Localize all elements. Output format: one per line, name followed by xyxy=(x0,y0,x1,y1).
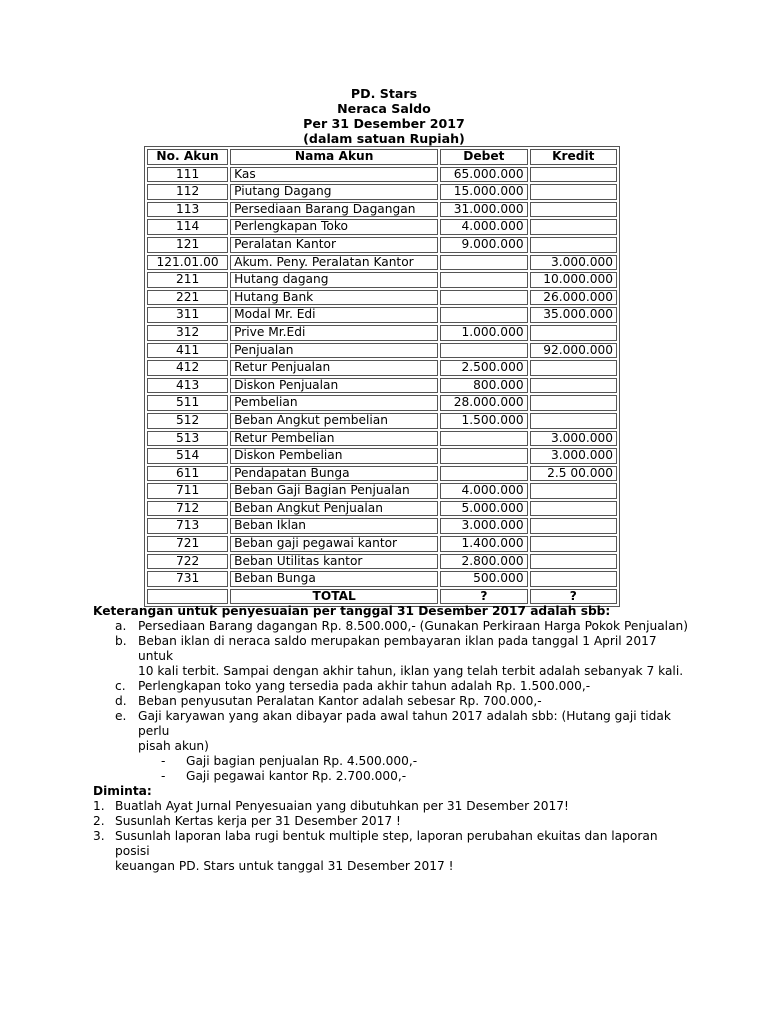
table-row xyxy=(147,431,617,447)
account-name: Piutang Dagang xyxy=(230,184,438,200)
notes-list xyxy=(93,619,693,754)
task-item xyxy=(93,814,693,829)
report-unit: (dalam satuan Rupiah) xyxy=(303,131,465,146)
account-number: 513 xyxy=(147,431,228,447)
company-name: PD. Stars xyxy=(350,86,418,101)
kredit-amount xyxy=(530,395,617,411)
col-header-kredit: Kredit xyxy=(530,149,617,165)
account-number: 121.01.00 xyxy=(147,255,228,271)
kredit-amount xyxy=(530,360,617,376)
account-number: 111 xyxy=(147,167,228,183)
tasks-heading: Diminta: xyxy=(93,784,152,798)
table-row xyxy=(147,307,617,323)
note-line: 10 kali terbit. Sampai dengan akhir tahun, iklan yang telah terbit adalah sebanyak 7 kali. xyxy=(138,664,684,678)
debet-amount: 500.000 xyxy=(440,571,527,587)
table-row xyxy=(147,325,617,341)
note-line: Beban iklan di neraca saldo merupakan pembayaran iklan pada tanggal 1 April 2017 untuk xyxy=(138,634,657,663)
account-number: 731 xyxy=(147,571,228,587)
debet-amount: 28.000.000 xyxy=(440,395,527,411)
report-title: Neraca Saldo xyxy=(337,101,431,116)
account-number: 514 xyxy=(147,448,228,464)
subnote-marker: - xyxy=(161,769,166,783)
kredit-amount xyxy=(530,536,617,552)
table-row xyxy=(147,554,617,570)
kredit-amount xyxy=(530,219,617,235)
note-item xyxy=(93,634,693,679)
table-row xyxy=(147,483,617,499)
account-number: 411 xyxy=(147,343,228,359)
note-marker: e. xyxy=(115,709,127,723)
account-number: 611 xyxy=(147,466,228,482)
table-header-row xyxy=(147,149,617,165)
account-number: 114 xyxy=(147,219,228,235)
total-debet: ? xyxy=(440,589,527,605)
note-item xyxy=(93,694,693,709)
note-item xyxy=(93,619,693,634)
kredit-amount: 10.000.000 xyxy=(530,272,617,288)
table-row xyxy=(147,501,617,517)
kredit-amount xyxy=(530,554,617,570)
note-text xyxy=(138,694,693,709)
col-header-name: Nama Akun xyxy=(230,149,438,165)
subnote-item xyxy=(93,754,693,769)
kredit-amount: 92.000.000 xyxy=(530,343,617,359)
debet-amount: 5.000.000 xyxy=(440,501,527,517)
account-number: 311 xyxy=(147,307,228,323)
notes-heading: Keterangan untuk penyesuaian per tanggal 31 Desember 2017 adalah sbb: xyxy=(93,604,611,618)
subnote-text: Gaji pegawai kantor Rp. 2.700.000,- xyxy=(186,769,407,783)
note-text xyxy=(138,634,693,679)
account-name: Peralatan Kantor xyxy=(230,237,438,253)
account-name: Beban Gaji Bagian Penjualan xyxy=(230,483,438,499)
account-name: Akum. Peny. Peralatan Kantor xyxy=(230,255,438,271)
task-line: Buatlah Ayat Jurnal Penyesuaian yang dibutuhkan per 31 Desember 2017! xyxy=(115,799,569,813)
debet-amount xyxy=(440,307,527,323)
task-line: keuangan PD. Stars untuk tanggal 31 Desember 2017 ! xyxy=(115,859,454,873)
account-name: Retur Penjualan xyxy=(230,360,438,376)
debet-amount: 1.400.000 xyxy=(440,536,527,552)
account-name: Modal Mr. Edi xyxy=(230,307,438,323)
subnote-marker: - xyxy=(161,754,166,768)
task-marker: 2. xyxy=(93,814,105,828)
table-body xyxy=(147,167,617,587)
task-item xyxy=(93,829,693,874)
table-row xyxy=(147,518,617,534)
task-marker: 1. xyxy=(93,799,105,813)
col-header-debet: Debet xyxy=(440,149,527,165)
kredit-amount xyxy=(530,571,617,587)
subnote-text: Gaji bagian penjualan Rp. 4.500.000,- xyxy=(186,754,418,768)
debet-amount: 31.000.000 xyxy=(440,202,527,218)
kredit-amount: 35.000.000 xyxy=(530,307,617,323)
kredit-amount xyxy=(530,501,617,517)
kredit-amount: 3.000.000 xyxy=(530,448,617,464)
account-name: Diskon Pembelian xyxy=(230,448,438,464)
table-row xyxy=(147,536,617,552)
table-row xyxy=(147,448,617,464)
debet-amount: 4.000.000 xyxy=(440,219,527,235)
note-line: Persediaan Barang dagangan Rp. 8.500.000,- (Gunakan Perkiraan Harga Pokok Penjualan) xyxy=(138,619,689,633)
note-line: Beban penyusutan Peralatan Kantor adalah sebesar Rp. 700.000,- xyxy=(138,694,542,708)
note-text xyxy=(138,709,693,754)
note-marker: d. xyxy=(115,694,127,708)
debet-amount: 9.000.000 xyxy=(440,237,527,253)
col-header-no: No. Akun xyxy=(147,149,228,165)
table-row xyxy=(147,571,617,587)
total-label: TOTAL xyxy=(230,589,438,605)
task-text xyxy=(115,799,693,814)
account-number: 412 xyxy=(147,360,228,376)
account-number: 721 xyxy=(147,536,228,552)
tasks-list xyxy=(93,799,693,874)
account-number: 711 xyxy=(147,483,228,499)
account-name: Penjualan xyxy=(230,343,438,359)
account-number: 511 xyxy=(147,395,228,411)
table-row xyxy=(147,413,617,429)
total-row xyxy=(147,589,617,605)
debet-amount xyxy=(440,466,527,482)
account-name: Prive Mr.Edi xyxy=(230,325,438,341)
kredit-amount xyxy=(530,184,617,200)
debet-amount xyxy=(440,343,527,359)
task-text xyxy=(115,829,693,874)
total-empty-cell xyxy=(147,589,228,605)
table-row xyxy=(147,202,617,218)
account-number: 512 xyxy=(147,413,228,429)
table-row xyxy=(147,272,617,288)
account-name: Persediaan Barang Dagangan xyxy=(230,202,438,218)
debet-amount: 2.800.000 xyxy=(440,554,527,570)
kredit-amount xyxy=(530,413,617,429)
report-period: Per 31 Desember 2017 xyxy=(303,116,465,131)
document-header xyxy=(0,86,768,146)
account-name: Beban Bunga xyxy=(230,571,438,587)
kredit-amount xyxy=(530,167,617,183)
account-number: 112 xyxy=(147,184,228,200)
debet-amount xyxy=(440,448,527,464)
account-number: 113 xyxy=(147,202,228,218)
kredit-amount: 2.5 00.000 xyxy=(530,466,617,482)
table-row xyxy=(147,378,617,394)
table-row xyxy=(147,167,617,183)
debet-amount: 1.500.000 xyxy=(440,413,527,429)
trial-balance-table xyxy=(144,146,620,607)
note-marker: c. xyxy=(115,679,126,693)
task-line: Susunlah laporan laba rugi bentuk multiple step, laporan perubahan ekuitas dan laporan posisi xyxy=(115,829,658,858)
task-item xyxy=(93,799,693,814)
note-text xyxy=(138,619,693,634)
account-name: Hutang Bank xyxy=(230,290,438,306)
notes-sublist xyxy=(93,754,693,784)
account-name: Retur Pembelian xyxy=(230,431,438,447)
table-row xyxy=(147,237,617,253)
task-text xyxy=(115,814,693,829)
debet-amount: 2.500.000 xyxy=(440,360,527,376)
debet-amount xyxy=(440,431,527,447)
kredit-amount: 26.000.000 xyxy=(530,290,617,306)
account-number: 712 xyxy=(147,501,228,517)
table-row xyxy=(147,290,617,306)
task-marker: 3. xyxy=(93,829,105,843)
table-row xyxy=(147,184,617,200)
kredit-amount xyxy=(530,325,617,341)
kredit-amount: 3.000.000 xyxy=(530,431,617,447)
kredit-amount xyxy=(530,202,617,218)
account-name: Pendapatan Bunga xyxy=(230,466,438,482)
account-number: 312 xyxy=(147,325,228,341)
note-marker: a. xyxy=(115,619,127,633)
account-name: Diskon Penjualan xyxy=(230,378,438,394)
note-item xyxy=(93,709,693,754)
debet-amount xyxy=(440,290,527,306)
total-kredit: ? xyxy=(530,589,617,605)
kredit-amount xyxy=(530,483,617,499)
account-name: Beban Angkut Penjualan xyxy=(230,501,438,517)
debet-amount: 15.000.000 xyxy=(440,184,527,200)
table-row xyxy=(147,255,617,271)
table-row xyxy=(147,395,617,411)
account-number: 713 xyxy=(147,518,228,534)
account-name: Beban gaji pegawai kantor xyxy=(230,536,438,552)
note-line: Perlengkapan toko yang tersedia pada akhir tahun adalah Rp. 1.500.000,- xyxy=(138,679,591,693)
account-name: Beban Utilitas kantor xyxy=(230,554,438,570)
account-name: Beban Angkut pembelian xyxy=(230,413,438,429)
account-number: 722 xyxy=(147,554,228,570)
kredit-amount: 3.000.000 xyxy=(530,255,617,271)
note-item xyxy=(93,679,693,694)
debet-amount xyxy=(440,272,527,288)
note-marker: b. xyxy=(115,634,127,648)
account-name: Pembelian xyxy=(230,395,438,411)
kredit-amount xyxy=(530,237,617,253)
debet-amount xyxy=(440,255,527,271)
account-name: Hutang dagang xyxy=(230,272,438,288)
account-name: Perlengkapan Toko xyxy=(230,219,438,235)
account-name: Beban Iklan xyxy=(230,518,438,534)
account-number: 221 xyxy=(147,290,228,306)
table-row xyxy=(147,343,617,359)
notes-section xyxy=(93,604,693,874)
account-number: 211 xyxy=(147,272,228,288)
account-name: Kas xyxy=(230,167,438,183)
task-line: Susunlah Kertas kerja per 31 Desember 2017 ! xyxy=(115,814,401,828)
table-row xyxy=(147,466,617,482)
account-number: 121 xyxy=(147,237,228,253)
debet-amount: 4.000.000 xyxy=(440,483,527,499)
note-line: pisah akun) xyxy=(138,739,209,753)
debet-amount: 65.000.000 xyxy=(440,167,527,183)
kredit-amount xyxy=(530,378,617,394)
note-text xyxy=(138,679,693,694)
account-number: 413 xyxy=(147,378,228,394)
table-row xyxy=(147,219,617,235)
table-row xyxy=(147,360,617,376)
debet-amount: 1.000.000 xyxy=(440,325,527,341)
debet-amount: 3.000.000 xyxy=(440,518,527,534)
subnote-item xyxy=(93,769,693,784)
note-line: Gaji karyawan yang akan dibayar pada awal tahun 2017 adalah sbb: (Hutang gaji tidak perlu xyxy=(138,709,671,738)
kredit-amount xyxy=(530,518,617,534)
debet-amount: 800.000 xyxy=(440,378,527,394)
